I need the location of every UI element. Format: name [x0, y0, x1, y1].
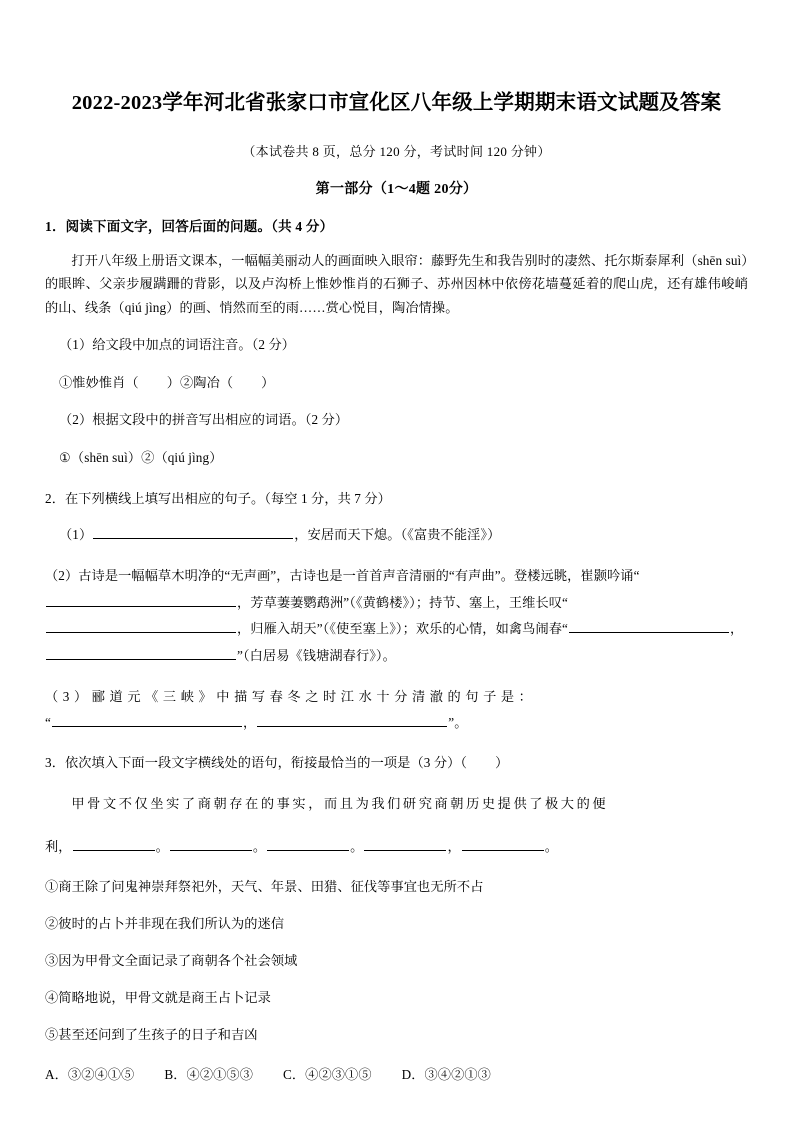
question-3-heading-close: ）	[495, 754, 509, 770]
passage-line-2-pre: 利，	[45, 839, 72, 855]
sub1-item-mid: ）②陶冶（	[166, 374, 234, 390]
answer-blank[interactable]	[267, 836, 349, 851]
question-2-item-3	[45, 669, 748, 737]
item-2-after-1: ，芳草萋萋鹦鹉洲”（《黄鹤楼》）；持节、塞上，王维长叹	[237, 594, 563, 610]
answer-blank[interactable]	[46, 645, 236, 660]
item-3-intro: （3）郦道元《三峡》中描写春冬之时江水十分清澈的句子是：	[45, 689, 537, 705]
item-3-after: ”。	[448, 715, 468, 731]
section-heading: 第一部分（1～4题 20分）	[315, 181, 478, 197]
item-1-label: （1）	[59, 527, 93, 543]
question-1-sub-1: （1）给文段中加点的词语注音。（2 分）	[59, 337, 296, 353]
sub1-item-post: ）	[261, 374, 275, 390]
list-item: ①商王除了问鬼神崇拜祭祀外，天气、年景、田猎、征伐等事宜也无所不占	[45, 878, 484, 894]
answer-blank[interactable]	[257, 713, 447, 728]
answer-option-c[interactable]: C．④②③①⑤	[282, 1067, 372, 1083]
question-1-heading: 1．阅读下面文字，回答后面的问题。（共 4 分）	[45, 218, 334, 234]
answer-option-b[interactable]: B．④②①⑤③	[164, 1067, 253, 1083]
item-3-quote-open: “	[45, 715, 51, 731]
question-3-passage-line-1: 甲骨文不仅坐实了商朝存在的事实，而且为我们研究商朝历史提供了极大的便	[71, 796, 609, 812]
question-2-item-1	[45, 507, 748, 548]
question-3-answer-options	[45, 1045, 748, 1083]
exam-subtitle: （本试卷共 8 页，总分 120 分，考试时间 120 分钟）	[242, 143, 551, 159]
answer-option-a[interactable]: A．③②④①⑤	[45, 1067, 135, 1083]
separator-period: 。	[544, 839, 559, 855]
separator-period: 。	[252, 839, 267, 855]
item-2-quote-3-open: “	[562, 621, 568, 637]
list-item: ④简略地说，甲骨文就是商王占卜记录	[45, 990, 271, 1006]
sub1-item-pre: ①惟妙惟肖（	[59, 374, 139, 390]
answer-blank[interactable]	[170, 836, 252, 851]
answer-blank[interactable]	[93, 524, 293, 539]
item-2-mid-3: ，	[730, 621, 744, 637]
answer-blank[interactable]	[73, 836, 155, 851]
separator-period: 。	[350, 839, 364, 855]
answer-blank[interactable]	[46, 592, 236, 607]
question-1-sub-2: （2）根据文段中的拼音写出相应的词语。（2 分）	[59, 412, 349, 428]
answer-blank[interactable]	[462, 836, 544, 851]
item-2-intro: （2）古诗是一幅幅草木明净的“无声画”，古诗也是一首首声音清丽的“有声曲”。登楼远眺，崔颢吟诵“	[45, 568, 640, 584]
item-2-after-2: ，归雁入胡天”（《使至塞上》）；欢乐的心情，如禽鸟闹春	[237, 621, 563, 637]
separator-comma: ，	[447, 839, 461, 855]
answer-blank[interactable]	[52, 713, 242, 728]
list-item: ⑤甚至还问到了生孩子的日子和吉凶	[45, 1027, 258, 1043]
question-2-item-2	[45, 548, 748, 669]
item-2-quote-2-open: “	[562, 594, 568, 610]
answer-blank[interactable]	[364, 836, 446, 851]
answer-blank[interactable]	[46, 618, 236, 633]
question-2-heading: 2．在下列横线上填写出相应的句子。（每空 1 分，共 7 分）	[45, 491, 391, 507]
separator-period: 。	[155, 839, 169, 855]
item-1-after: ，安居而天下熄。（《富贵不能淫》）	[294, 527, 501, 543]
question-3-passage-line-2	[45, 817, 748, 860]
answer-blank[interactable]	[569, 618, 729, 633]
list-item: ②彼时的占卜并非现在我们所认为的迷信	[45, 915, 285, 931]
question-1-sub-1-items	[45, 357, 748, 394]
question-3-heading-text: 3．依次填入下面一段文字横线处的语句，衔接最恰当的一项是（3 分）（	[45, 754, 468, 770]
answer-option-d[interactable]: D．③④②①③	[401, 1067, 491, 1083]
page-title: 2022-2023学年河北省张家口市宣化区八年级上学期期末语文试题及答案	[71, 92, 722, 114]
item-3-mid: ，	[242, 715, 257, 731]
question-3-heading	[45, 737, 748, 774]
list-item: ③因为甲骨文全面记录了商朝各个社会领域	[45, 953, 298, 969]
question-1-passage: 打开八年级上册语文课本，一幅幅美丽动人的画面映入眼帘：藤野先生和我告别时的凄然、托尔斯泰犀利（shēn suì）的眼眸、父亲步履蹒跚的背影，以及卢沟桥上惟妙惟肖的石狮子、苏州因林中依傍花墙蔓延着的爬山虎，还有雄伟峻峭的山、线条（qiú jìng）的画、悄然而至的雨……赏心悦目，陶冶情操。	[45, 252, 748, 315]
item-2-after-3: ”（白居易《钱塘湖春行》）。	[237, 647, 396, 663]
question-1-sub-2-items: ①（shēn suì）②（qiú jìng）	[59, 449, 223, 465]
